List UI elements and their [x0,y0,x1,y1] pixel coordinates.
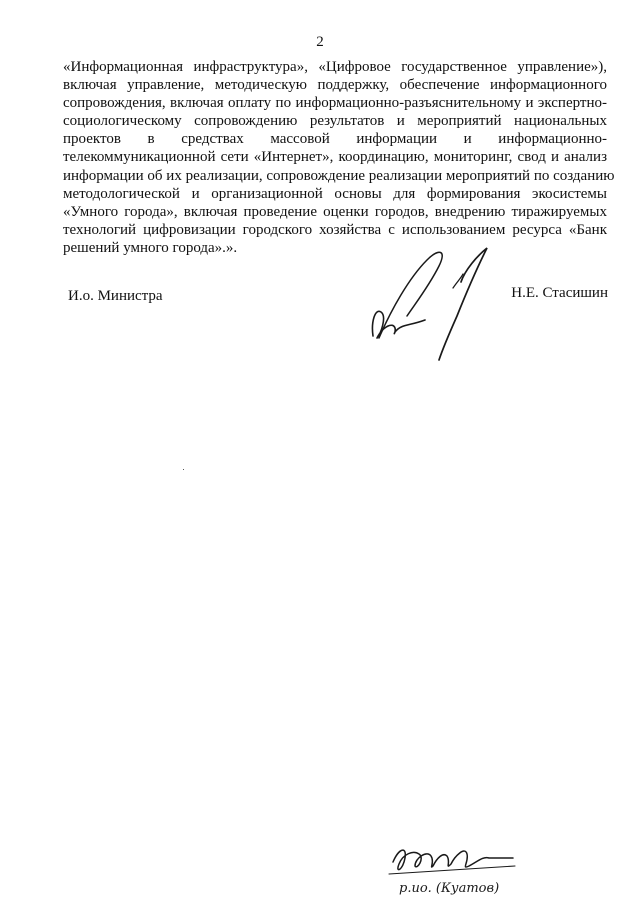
body-line: «Умного города», включая проведение оценки городов, внедрению тиражируемых [63,203,607,220]
body-line: телекоммуникационной сети «Интернет», координацию, мониторинг, свод и анализ [63,149,607,166]
body-line: информации об их реализации, сопровождение реализации мероприятий по созданию [63,167,615,184]
body-line: методологической и организационной основы для формирования экосистемы [63,185,607,202]
body-paragraph [63,58,615,257]
body-line: включая управление, методическую поддержку, обеспечение информационного [63,77,607,94]
scan-speck [183,469,184,470]
svg-text:р.ио. (Куатов): р.ио. (Куатов) [399,881,500,896]
body-line: «Информационная инфраструктура», «Цифровое государственное управление»), [63,59,607,75]
signatory-title: И.о. Министра [68,288,163,304]
handwritten-signature [365,238,495,368]
body-line: сопровождения, включая оплату по информационно-разъяснительному и экспертно- [63,95,607,112]
body-line: технологий цифровизации городского хозяйства с использованием ресурса «Банк [63,221,607,238]
body-line: проектов в средствах массовой информации и информационно- [63,131,607,148]
body-line: решений умного города».». [63,239,238,256]
body-line: социологическому сопровождению результатов и мероприятий национальных [63,113,607,130]
handwritten-note [385,840,535,900]
signatory-name: Н.Е. Стасишин [511,285,608,301]
page-number: 2 [316,34,324,50]
